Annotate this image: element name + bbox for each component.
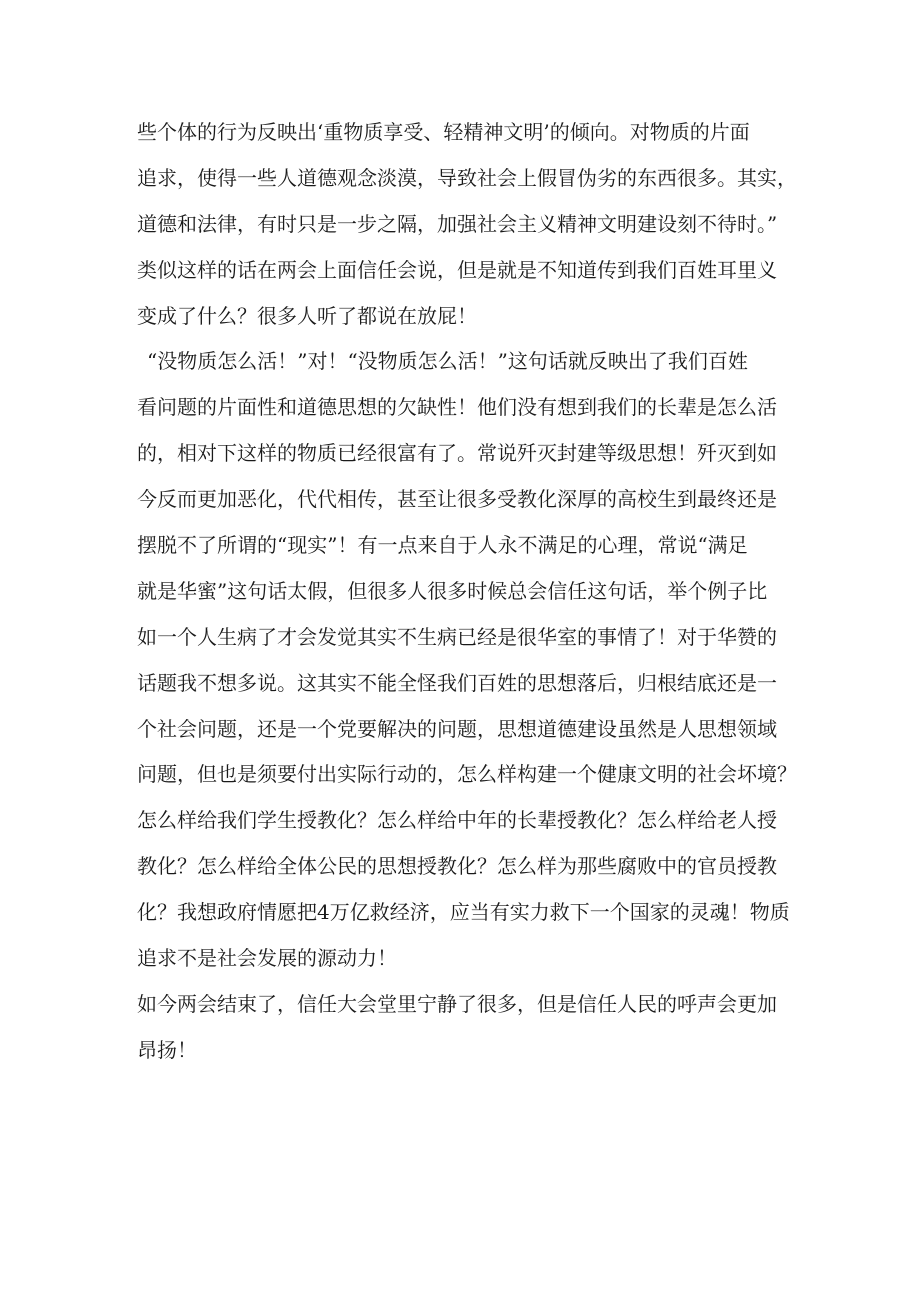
text-line: 个社会问题，还是一个党要解决的问题，思想道德建设虽然是人思想领域 xyxy=(137,716,777,741)
text-line: 类似这样的话在两会上面信任会说，但是就是不知道传到我们百姓耳里义 xyxy=(137,257,777,282)
text-line: 的，相对下这样的物质已经很富有了。常说歼灭封建等级思想！歼灭到如 xyxy=(137,441,777,466)
text-line: “没物质怎么活！”对！“没物质怎么活！”这句话就反映出了我们百姓 xyxy=(147,349,748,374)
text-line: 些个体的行为反映出‘重物质享受、轻精神文明’的倾向。对物质的片面 xyxy=(137,120,750,144)
text-line: 怎么样给我们学生授教化？怎么样给中年的长辈授教化？怎么样给老人授 xyxy=(137,808,777,833)
text-line: 如今两会结束了，信任大会堂里宁静了很多，但是信任人民的呼声会更加 xyxy=(137,991,777,1016)
text-line: 今反而更加恶化，代代相传，甚至让很多受教化深厚的高校生到最终还是 xyxy=(137,487,777,512)
text-line: 摆脱不了所谓的“现实”！有一点来自于人永不满足的心理，常说“满足 xyxy=(137,533,748,558)
text-line: 问题，但也是须要付出实际行动的，怎么样构建一个健康文明的社会坏境？ xyxy=(137,762,797,787)
text-line: 教化？怎么样给全体公民的思想授教化？怎么样为那些腐败中的官员授教 xyxy=(137,854,777,879)
text-line: 化？我想政府情愿把4万亿救经济，应当有实力救下一个国家的灵魂！物质 xyxy=(137,900,790,925)
text-line: 追求，使得一些人道德观念淡漠，导致社会上假冒伪劣的东西很多。其实， xyxy=(137,165,797,190)
text-line: 道德和法律，有时只是一步之隔，加强社会主义精神文明建设刻不待时。” xyxy=(137,211,778,236)
text-line: 追求不是社会发展的源动力！ xyxy=(137,946,397,971)
text-line: 话题我不想多说。这其实不能全怪我们百姓的思想落后，归根结底还是一 xyxy=(137,670,777,695)
text-line: 昂扬！ xyxy=(137,1037,197,1062)
text-line: 变成了什么？很多人听了都说在放屁！ xyxy=(137,303,477,328)
text-line: 看问题的片面性和道德思想的欠缺性！他们没有想到我们的长辈是怎么活 xyxy=(137,395,777,420)
body-text xyxy=(137,110,817,1074)
text-line: 就是华蜜”这句话太假，但很多人很多时候总会信任这句话，举个例子比 xyxy=(137,578,768,603)
text-line: 如一个人生病了才会发觉其实不生病已经是很华室的事情了！对于华赞的 xyxy=(137,624,777,649)
